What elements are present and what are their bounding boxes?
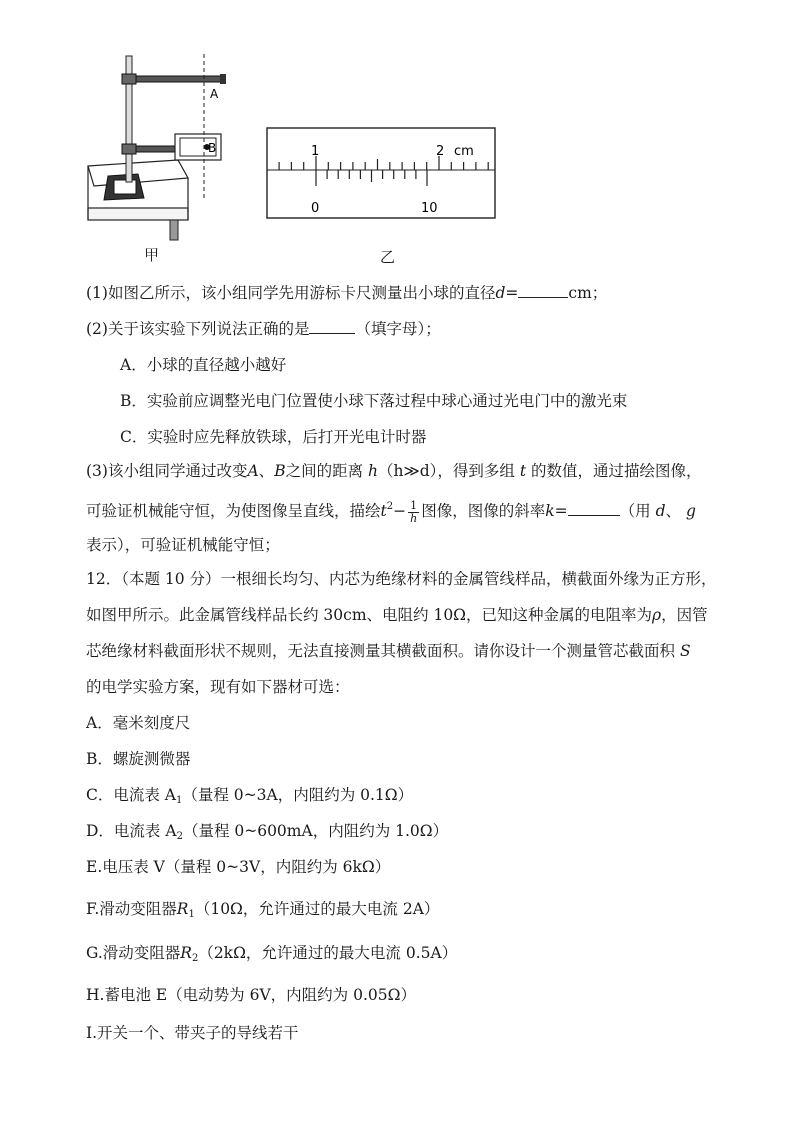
caption-jia: 甲 — [144, 246, 160, 264]
vernier-label-10: 10 — [421, 201, 438, 216]
label-B: B — [208, 141, 217, 155]
q12-line-2: 如图甲所示。此金属管线样品长约 30cm、电阻约 10Ω，已知这种金属的电阻率为ρ，因管 — [86, 606, 708, 624]
vernier-label-0: 0 — [311, 201, 320, 216]
q2-option-a: A．小球的直径越小越好 — [120, 356, 287, 374]
q2-answer-blank[interactable] — [309, 319, 355, 334]
item-a: A．毫米刻度尺 — [86, 714, 191, 732]
q3-line-1: (3)该小组同学通过改变A、B之间的距离 h（h≫d），得到多组 t 的数值，通过描绘图像， — [86, 462, 702, 480]
q12-line-3: 芯绝缘材料截面形状不规则，无法直接测量其横截面积。请你设计一个测量管芯截面积 S — [86, 642, 691, 660]
q1-answer-blank[interactable] — [518, 283, 568, 298]
table-leg — [170, 220, 178, 240]
one-over-h-fraction: $\frac{1}{h}$ — [410, 498, 418, 525]
table-front — [88, 208, 188, 220]
q3-line-3: 表示），可验证机械能守恒； — [86, 536, 280, 554]
q3-answer-blank[interactable] — [568, 501, 620, 516]
top-arm — [136, 76, 224, 82]
q1-line: (1)如图乙所示，该小组同学先用游标卡尺测量出小球的直径d= cm； — [86, 284, 608, 302]
q1-text: (1)如图乙所示，该小组同学先用游标卡尺测量出小球的直径 — [86, 284, 496, 302]
item-d: D．电流表 $A_2$（量程 0~600mA，内阻约为 1.0Ω） — [86, 822, 449, 842]
q12-line-4: 的电学实验方案，现有如下器材可选： — [86, 678, 350, 696]
main-label-2: 2 — [436, 144, 445, 159]
item-h: H.蓄电池 E（电动势为 6V，内阻约为 0.05Ω） — [86, 986, 416, 1004]
item-i: I.开关一个、带夹子的导线若干 — [86, 1024, 299, 1042]
q2-option-c: C．实验时应先释放铁球，后打开光电计时器 — [120, 428, 427, 446]
label-A: A — [210, 87, 219, 101]
q2-line: (2)关于该实验下列说法正确的是 （填字母）； — [86, 320, 441, 338]
item-c: C．电流表 $A_1$（量程 0~3A，内阻约为 0.1Ω） — [86, 786, 414, 806]
main-label-1: 1 — [311, 144, 320, 159]
item-g: G.滑动变阻器$R_2(2k\Omega$，允许通过的最大电流 0.5A） — [86, 944, 458, 964]
item-f: F.滑动变阻器$R_1(10\Omega$，允许通过的最大电流 2A） — [86, 900, 440, 920]
q3-line-2: 可验证机械能守恒，为使图像呈直线，描绘$t^2-$ $\frac{1}{h}$ 图像，图像的斜率k= （用 d、 g — [86, 498, 696, 525]
q12-line-1: 12．（本题 10 分）一根细长均匀、内芯为绝缘材料的金属管线样品，横截面外缘为正方形， — [86, 570, 717, 588]
apparatus-diagram — [80, 48, 240, 248]
item-e: E.电压表 V（量程 0~3V，内阻约为 6kΩ） — [86, 858, 391, 876]
q2-option-b: B．实验前应调整光电门位置使小球下落过程中球心通过光电门中的激光束 — [120, 392, 628, 410]
item-b: B．螺旋测微器 — [86, 750, 191, 768]
vernier-caliper-diagram — [266, 124, 500, 224]
main-label-unit: cm — [454, 144, 474, 159]
caption-yi: 乙 — [380, 248, 396, 266]
figure-area — [0, 0, 800, 270]
q2-text: (2)关于该实验下列说法正确的是 — [86, 320, 310, 338]
